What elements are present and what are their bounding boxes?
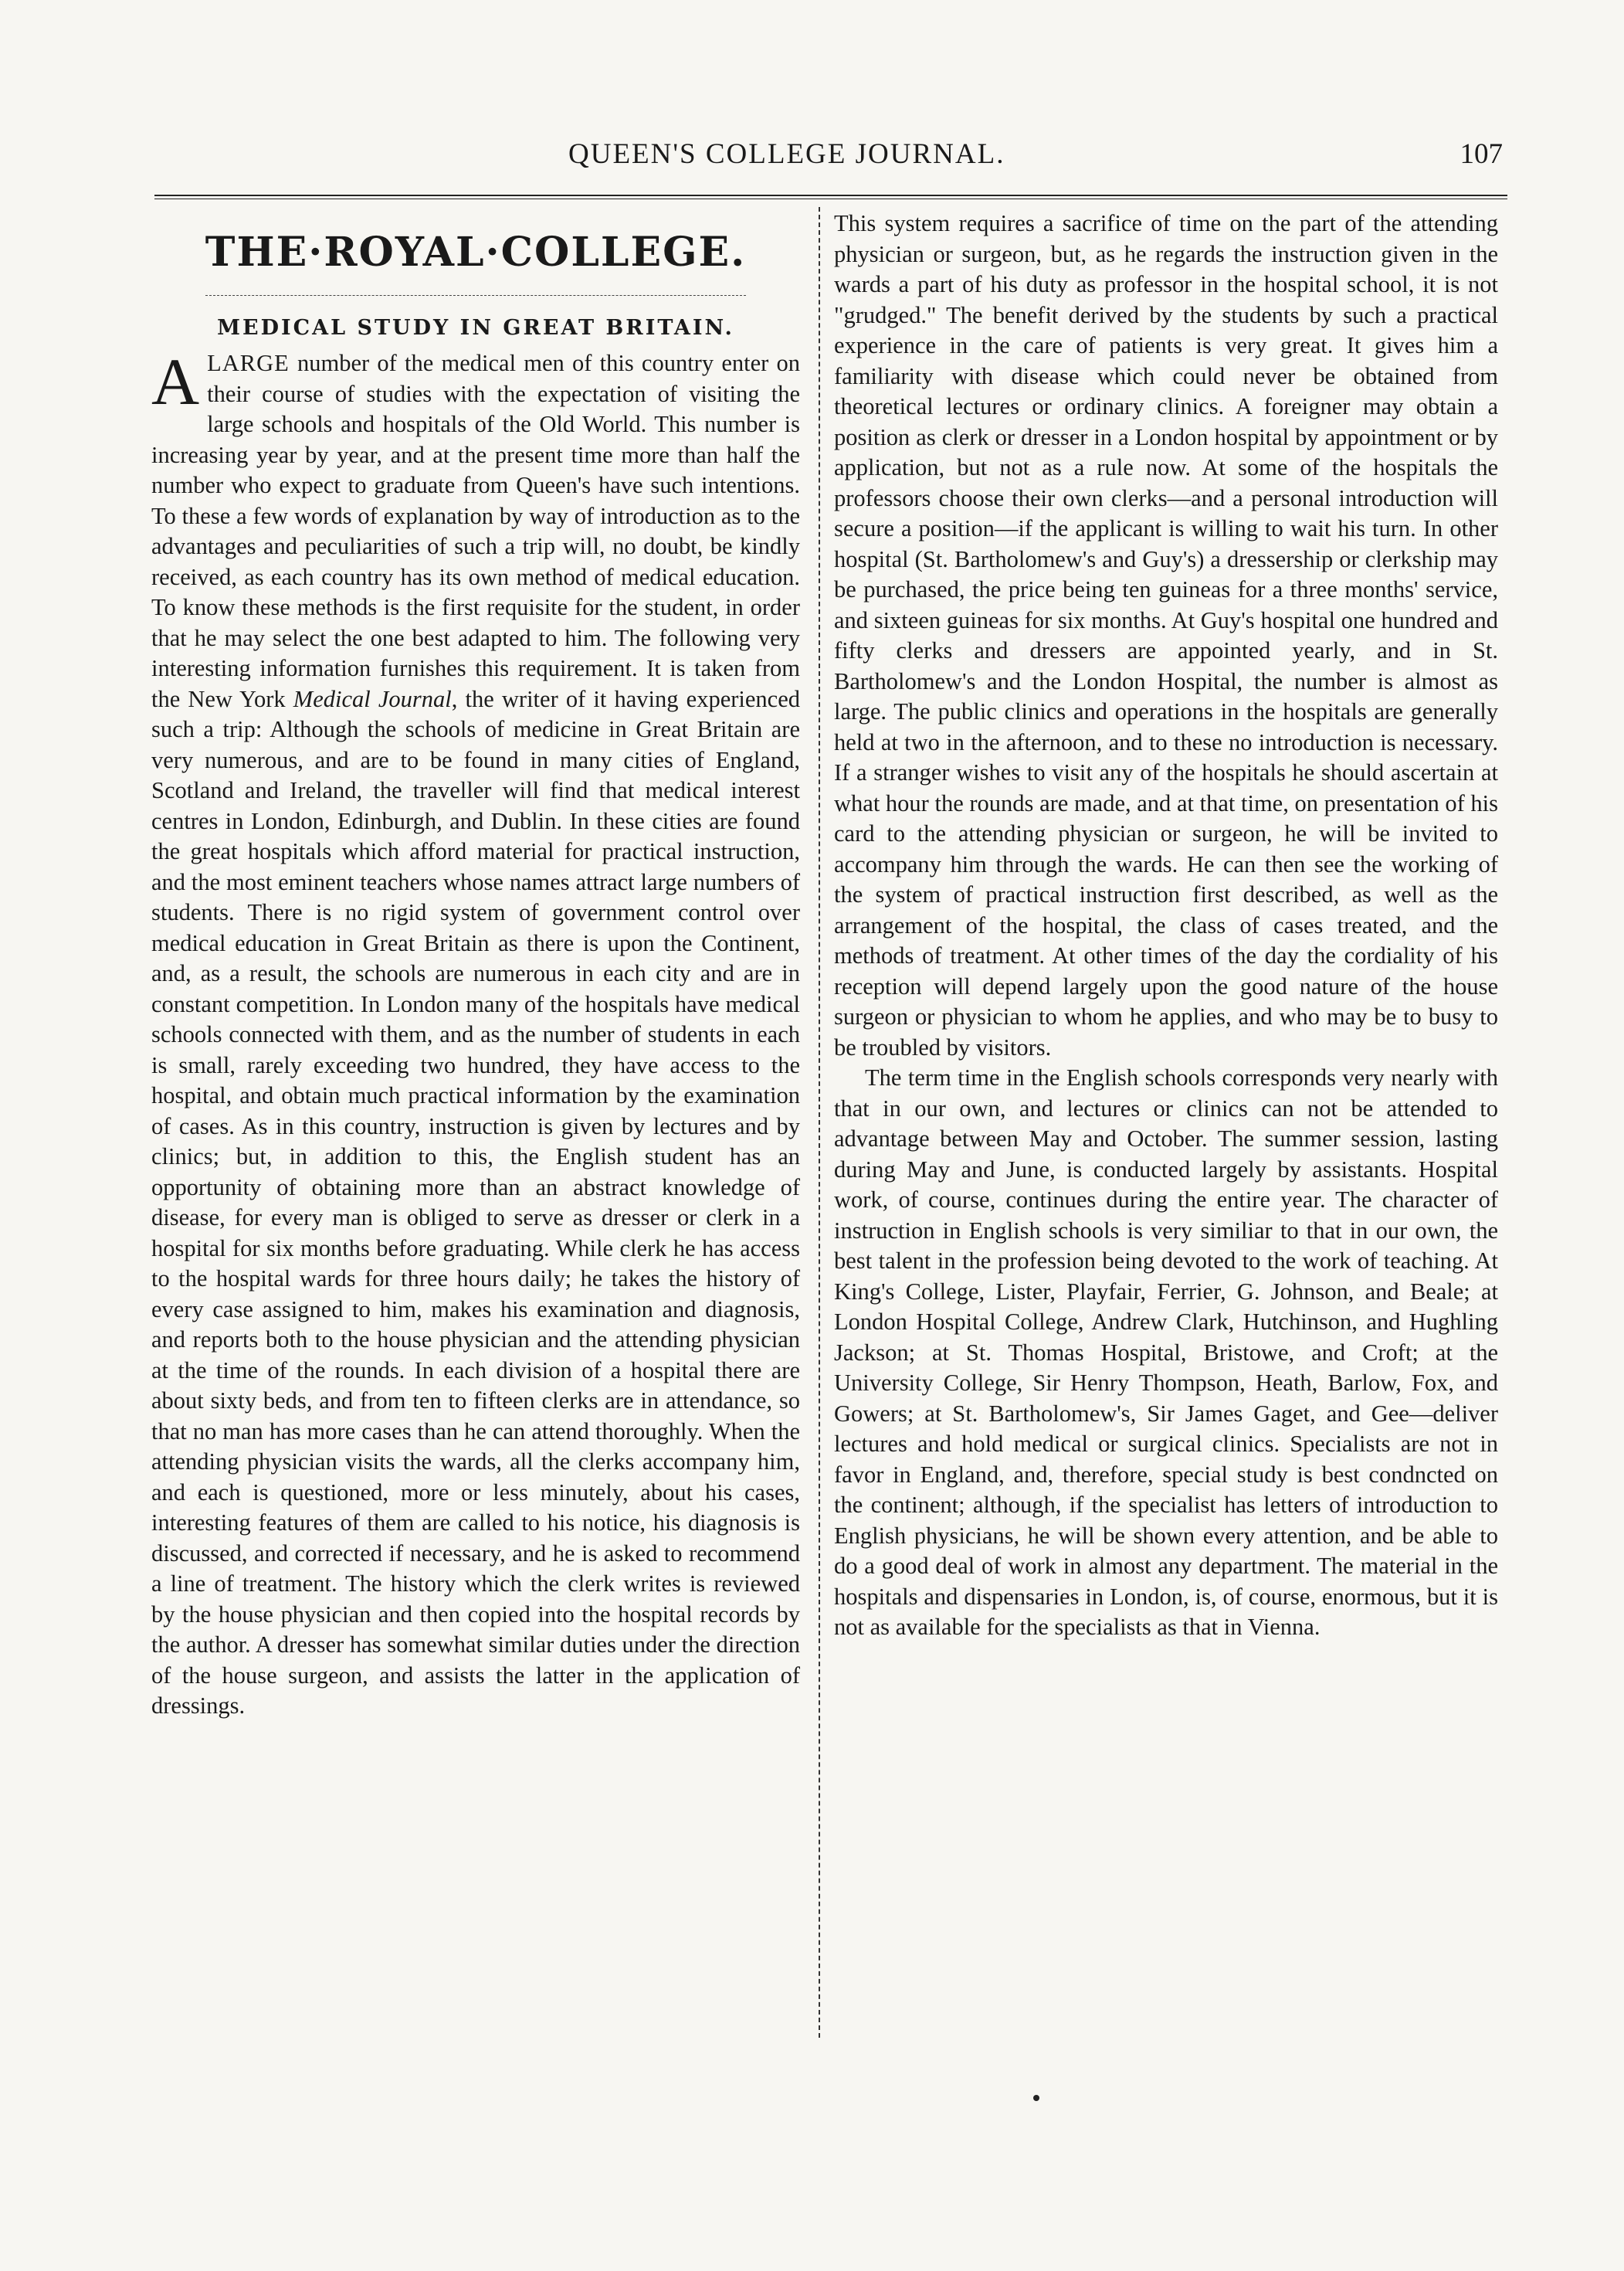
left-column <box>151 209 800 1722</box>
ornament-dot <box>1033 2095 1039 2101</box>
title-rule <box>205 295 746 296</box>
journal-name: Medical Journal <box>293 685 452 712</box>
header-rule <box>154 195 1507 199</box>
section-title: THE·ROYAL·COLLEGE. <box>205 229 747 276</box>
dropcap: A <box>151 345 200 419</box>
right-column <box>834 209 1498 1643</box>
paragraph-text: number of the medical men of this country enter on their course of studies with the expectation of visiting the large schools and hospitals of the Old World. This number is increasing year by year, and at the present time more than half the number who expect to graduate from Queen's have such intentions. To these a few words of explanation by way of introduction as to the advantages and peculiarities of such a trip will, no doubt, be kindly received, as each country has its own method of medical education. To know these methods is the first requisite for the student, in order that he may select the one best adapted to him. The following very interesting information furnishes this requirement. It is taken from the New York <box>151 350 800 712</box>
article-paragraph <box>151 345 800 1722</box>
lead-word: LARGE <box>207 350 290 376</box>
article-paragraph: The term time in the English schools corresponds very nearly with that in our own, and lectures or clinics can not be attended to advantage between May and October. The summer session, lasting during May and June, is conducted largely by assistants. Hospital work, of course, continues during the entire year. The character of instruction in English schools is very similiar to that in our own, the best talent in the profession being devoted to the work of teaching. At King's College, Lister, Playfair, Ferrier, G. Johnson, and Beale; at London Hospital College, Andrew Clark, Hutchinson, and Hughling Jackson; at St. Thomas Hospital, Bristowe, and Croft; at the University College, Sir Henry Thompson, Heath, Barlow, Fox, and Gowers; at St. Bartholomew's, Sir James Gaget, and Gee—deliver lectures and hold medical or surgical clinics. Specialists are not in favor in England, and, therefore, special study is best condncted on the continent; although, if the specialist has letters of introduction to English physicians, he will be shown every attention, and be able to do a good deal of work in almost any department. The material in the hospitals and dispensaries in London, is, of course, enormous, but it is not as available for the specialists as that in Vienna. <box>834 1064 1498 1640</box>
page-number: 107 <box>1460 138 1503 170</box>
page-header <box>159 137 1503 182</box>
running-title: QUEEN'S COLLEGE JOURNAL. <box>568 138 1005 170</box>
article-paragraph: This system requires a sacrifice of time on the part of the attending physician or surgeon, but, as he regards the instruction given in the wards a part of his duty as professor in the hospital school, it is not "grudged." The benefit derived by the students by such a practical experience in the care of patients is very great. It gives him a familiarity with disease which could never be obtained from theoretical lectures or ordinary clinics. A foreigner may obtain a position as clerk or dresser in a London hospital by appointment or by application, but not as a rule now. At some of the hospitals the professors choose their own clerks—and a personal introduction will secure a position—if the applicant is willing to wait his turn. In other hospital (St. Bartholomew's and Guy's) a dressership or clerkship may be purchased, the price being ten guineas for a three months' service, and sixteen guineas for six months. At Guy's hospital one hundred and fifty clerks and dressers are appointed yearly, and in St. Bartholomew's and the London Hospital, the number is almost as large. The public clinics and operations in the hospitals are generally held at two in the afternoon, and to these no introduction is necessary. If a stranger wishes to visit any of the hospitals he should ascertain at what hour the rounds are made, and at that time, on presentation of his card to the attending physician or surgeon, he will be invited to accompany him through the wards. He can then see the working of the system of practical instruction first described, as well as the arrangement of the hospital, the class of cases treated, and the methods of treatment. At other times of the day the cordiality of his reception will depend largely upon the good nature of the house surgeon or physician to whom he applies, and who may be to busy to be troubled by visitors. <box>834 210 1498 1061</box>
article-heading: MEDICAL STUDY IN GREAT BRITAIN. <box>217 316 734 340</box>
column-divider <box>819 207 820 2038</box>
paragraph-text-continued: , the writer of it having experienced such a trip: Although the schools of medicine in Great Britain are very numerous, and are to be found in many cities of England, Scotland and Ireland, the traveller will find that medical interest centres in London, Edinburgh, and Dublin. In these cities are found the great hospitals which afford material for practical instruction, and the most eminent teachers whose names attract large numbers of students. There is no rigid system of government control over medical education in Great Britain as there is upon the Continent, and, as a result, the schools are numerous in each city and are in constant competition. In London many of the hospitals have medical schools connected with them, and as the number of students in each is small, rarely exceeding two hundred, they have access to the hospital, and obtain much practical information by the examination of cases. As in this country, instruction is given by lectures and by clinics; but, in addition to this, the English student has an opportunity of obtaining more than an abstract knowledge of disease, for every man is obliged to serve as dresser or clerk in a hospital for six months before graduating. While clerk he has access to the hospital wards for three hours daily; he takes the history of every case assigned to him, makes his examination and diagnosis, and reports both to the house physician and the attending physician at the time of the rounds. In each division of a hospital there are about sixty beds, and from ten to fifteen clerks are in attendance, so that no man has more cases than he can attend thoroughly. When the attending physician visits the wards, all the clerks accompany him, and each is questioned, more or less minutely, about his cases, interesting features of them are called to his notice, his diagnosis is discussed, and corrected if necessary, and he is asked to recommend a line of treatment. The history which the clerk writes is reviewed by the house physician and then copied into the hospital records by the author. A dresser has somewhat similar duties under the direction of the house surgeon, and assists the latter in the application of dressings. <box>151 685 800 1719</box>
